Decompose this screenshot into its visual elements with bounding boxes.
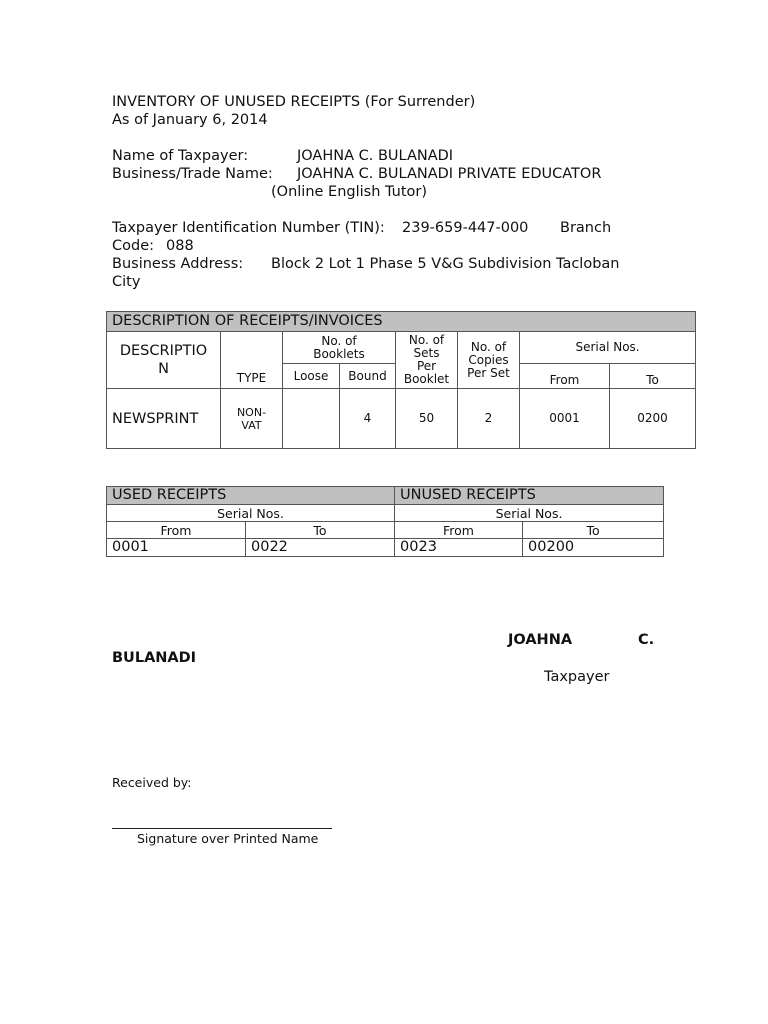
used-from-value: 0001 (107, 539, 246, 557)
row-bound: 4 (340, 389, 396, 449)
unused-to-label: To (523, 522, 664, 539)
used-unused-table (106, 486, 664, 557)
unused-receipts-title: UNUSED RECEIPTS (395, 487, 664, 505)
address-line-1: Block 2 Lot 1 Phase 5 V&G Subdivision Tacloban (271, 256, 620, 272)
col-sets-line-2: Sets (413, 346, 440, 360)
as-of-date: As of January 6, 2014 (112, 112, 268, 128)
used-receipts-title: USED RECEIPTS (107, 487, 395, 505)
col-copies-line-3: Per Set (467, 365, 510, 380)
address-line-2: City (112, 274, 141, 290)
branch-code-value: 088 (166, 238, 194, 254)
col-serial: Serial Nos. (520, 332, 696, 364)
row-type-line-1: NON- (236, 405, 267, 419)
row-loose (283, 389, 340, 449)
branch-code-label: Code: (112, 238, 155, 254)
unused-to-value: 00200 (523, 539, 664, 557)
address-label: Business Address: (112, 256, 244, 272)
table-row (107, 389, 696, 449)
col-booklets (283, 332, 396, 364)
col-from: From (520, 364, 610, 389)
row-sets: 50 (396, 389, 458, 449)
used-to-value: 0022 (246, 539, 395, 557)
document-title: INVENTORY OF UNUSED RECEIPTS (For Surrender) (112, 94, 476, 110)
used-to-label: To (246, 522, 395, 539)
col-bound: Bound (340, 364, 396, 389)
signature-line (112, 828, 332, 829)
description-table-title: DESCRIPTION OF RECEIPTS/INVOICES (107, 312, 696, 332)
row-type-line-2: VAT (241, 418, 262, 432)
col-description-line-1: DESCRIPTIO (119, 343, 208, 359)
signature-caption: Signature over Printed Name (137, 831, 319, 846)
col-sets-line-3: Per (416, 359, 437, 373)
description-table (106, 311, 696, 449)
trade-name: JOAHNA C. BULANADI PRIVATE EDUCATOR (297, 166, 602, 182)
branch-label: Branch (560, 220, 612, 236)
col-description (107, 332, 221, 389)
col-sets (396, 332, 458, 389)
col-copies-line-1: No. of (470, 339, 507, 354)
col-description-line-2: N (158, 361, 169, 377)
col-sets-line-4: Booklet (403, 372, 450, 386)
unused-from-value: 0023 (395, 539, 523, 557)
row-type (221, 389, 283, 449)
used-serial-label: Serial Nos. (107, 505, 395, 522)
signatory-first-name: JOAHNA (508, 632, 573, 648)
trade-name-sub: (Online English Tutor) (271, 184, 428, 200)
row-copies: 2 (458, 389, 520, 449)
col-loose: Loose (283, 364, 340, 389)
tin-value: 239-659-447-000 (402, 220, 529, 236)
col-booklets-label: No. of Booklets (313, 333, 365, 361)
col-type: TYPE (221, 332, 283, 389)
col-sets-line-1: No. of (408, 333, 445, 347)
taxpayer-name: JOAHNA C. BULANADI (297, 148, 454, 164)
col-copies-line-2: Copies (468, 352, 509, 367)
used-from-label: From (107, 522, 246, 539)
signatory-role: Taxpayer (544, 669, 610, 685)
row-to: 0200 (610, 389, 696, 449)
signatory-last-name: BULANADI (112, 650, 197, 666)
received-by-label: Received by: (112, 775, 192, 790)
col-to: To (610, 364, 696, 389)
col-copies (458, 332, 520, 389)
table-row (107, 539, 664, 557)
unused-from-label: From (395, 522, 523, 539)
unused-serial-label: Serial Nos. (395, 505, 664, 522)
row-from: 0001 (520, 389, 610, 449)
taxpayer-label: Name of Taxpayer: (112, 148, 249, 164)
tin-label: Taxpayer Identification Number (TIN): (112, 220, 385, 236)
row-description: NEWSPRINT (107, 389, 221, 449)
signatory-middle-initial: C. (638, 632, 655, 648)
trade-name-label: Business/Trade Name: (112, 166, 273, 182)
